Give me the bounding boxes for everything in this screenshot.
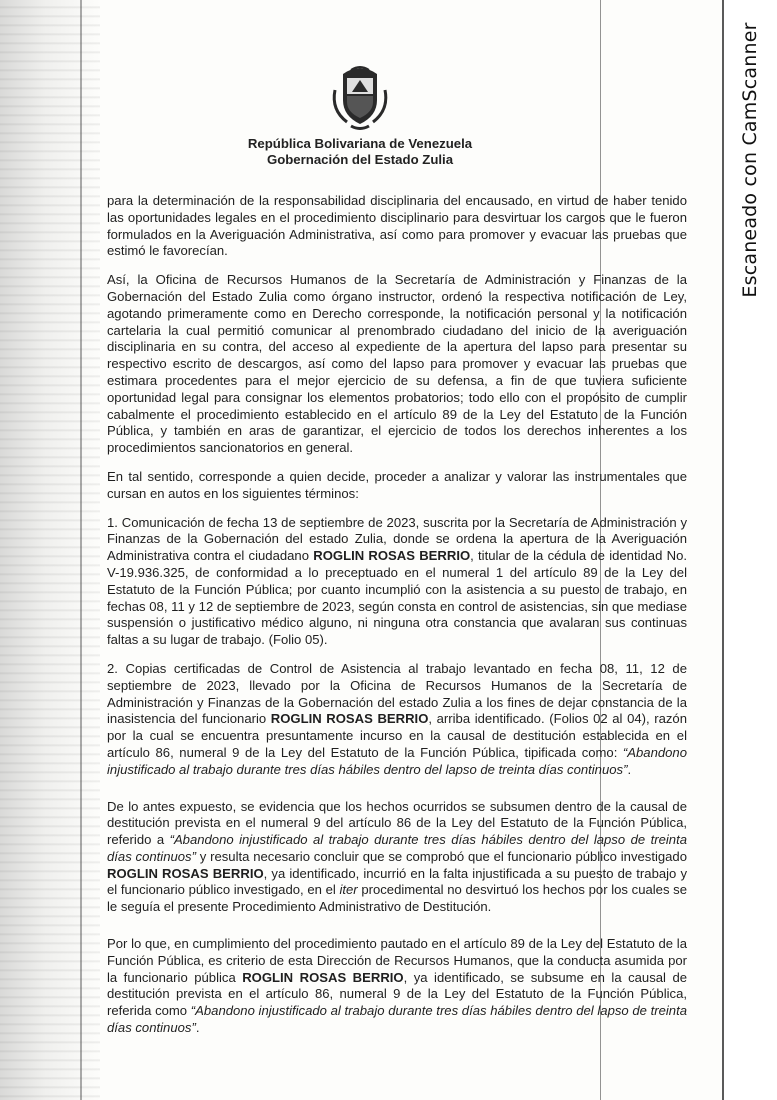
text-segment: . (627, 761, 632, 777)
legal-quote: “Abandono injustificado al trabajo durante tres días hábiles dentro del lapso de treinta días continuos” (107, 832, 687, 864)
scan-shadow-strip (0, 0, 100, 1100)
person-name: ROGLIN ROSAS BERRIO (107, 865, 264, 881)
text-segment: , ya identificado, se subsume en la causal de destitución prevista en el artículo 86, numeral 9 de la Ley del Estatuto de la Función Pública, referida como (107, 969, 688, 1019)
text-segment: 1. Comunicación de fecha 13 de septiembre de 2023, suscrita por la Secretaría de Administración y Finanzas de la Gobernación del estado Zulia, donde se ordena la apertura de la Averiguación Administrativa contra el ciudadano (107, 514, 687, 564)
text-segment: y resulta necesario concluir que se comprobó que el funcionario público investigado (195, 848, 687, 864)
text-segment: , arriba identificado. (Folios 02 al 04), razón por la cual se encuentra presuntamente incurso en la causal de destitución establecida en el artículo 86, numeral 9 de la Ley del Estatuto de la Función Pública, tipificada como: (107, 711, 687, 760)
scan-artifact-line (80, 0, 82, 1100)
paragraph-3: En tal sentido, corresponde a quien decide, proceder a analizar y valorar las instrumentales que cursan en autos en los siguientes términos: (107, 468, 687, 501)
paragraph-2: Así, la Oficina de Recursos Humanos de la Secretaría de Administración y Finanzas de la Gobernación del Estado Zulia como órgano instructor, ordenó la respectiva notificación de Ley, agotando primeramente como en Derecho corresponde, la notificación personal y la notificación cartelaria la cual permitió comunicar al prenombrado ciudadano del inicio de la averiguación disciplinaria en su contra, del acceso al expediente de la apertura del lapso para presentar su respectivo escrito de descargos, así como del lapso para promover y evacuar las pruebas que estimara procedentes para el mejor ejercicio de su defensa, a fin de que tuviera suficiente oportunidad legal para consignar los elementos probatorios; todo ello con el propósito de cumplir cabalmente el procedimiento establecido en el artículo 89 de la Ley del Estatuto de la Función Pública, y también en aras de garantizar, el ejercicio de todos los derechos inherentes a los procedimientos sancionatorios en general. (107, 272, 687, 456)
paragraph-1: para la determinación de la responsabilidad disciplinaria del encausado, en virtud de haber tenido las oportunidades legales en el procedimiento disciplinario para desvirtuar los cargos que le fueron formulados en la Averiguación Administrativa, así como para promover y evacuar las pruebas que estimó le favorecían. (107, 193, 687, 259)
letterhead (180, 60, 540, 168)
person-name: ROGLIN ROSAS BERRIO (313, 548, 471, 564)
paragraph-6 (107, 799, 687, 917)
paragraph-5 (107, 661, 687, 779)
text-segment: 2. Copias certificadas de Control de Asistencia al trabajo levantado en fecha 08, 11, 12 de septiembre de 2023, llevado por la Oficina de Recursos Humanos de la Secretaría de Administración y Finanzas de la Gobernación del estado Zulia a los fines de dejar constancia de la inasistencia del funcionario (107, 660, 687, 727)
paragraph-4 (107, 515, 687, 649)
person-name: ROGLIN ROSAS BERRIO (242, 969, 404, 985)
text-segment: Por lo que, en cumplimiento del procedimiento pautado en el artículo 89 de la Ley del Estatuto de la Función Pública, es criterio de esta Dirección de Recursos Humanos, que la conducta asumida por la funcionario pública (107, 936, 687, 985)
person-name: ROGLIN ROSAS BERRIO (270, 711, 429, 727)
government-name: Gobernación del Estado Zulia (266, 152, 454, 167)
legal-quote: “Abandono injustificado al trabajo durante tres días hábiles dentro del lapso de treinta días continuos” (107, 1003, 687, 1036)
coat-of-arms-icon (329, 60, 391, 132)
text-segment: procedimental no desvirtuó los hechos por los cuales se le seguía el presente Procedimiento Administrativo de Destitución. (107, 882, 688, 915)
text-segment: . (195, 1020, 200, 1036)
paragraph-7 (107, 936, 687, 1037)
text-segment: , ya identificado, incurrió en la falta injustificada a su puesto de trabajo y el funcionario público investigado, en el (107, 865, 687, 898)
document-body (107, 193, 687, 1049)
legal-quote: “Abandono injustificado al trabajo durante tres días hábiles dentro del lapso de treinta días continuos” (107, 744, 687, 777)
text-segment: De lo antes expuesto, se evidencia que los hechos ocurridos se subsumen dentro de la causal de destitución prevista en el numeral 9 del artículo 86 de la Ley del Estatuto de la Función Pública, referido a (107, 798, 687, 848)
republic-name: República Bolivariana de Venezuela (247, 136, 473, 151)
latin-term: iter (339, 882, 358, 898)
scanner-watermark: Escaneado con CamScanner (739, 22, 761, 298)
text-segment: , titular de la cédula de identidad No. V-19.936.325, de conformidad a lo preceptuado en el numeral 1 del artículo 89 de la Ley del Estatuto de la Función Pública; por cuanto incumplió con la asistencia a su puesto de trabajo, en fechas 08, 11 y 12 de septiembre de 2023, según consta en control de asistencias, sin que mediase suspensión o justificativo médico alguno, ni ninguna otra constancia que avalaran sus continuas faltas a su lugar de trabajo. (Folio 05). (107, 548, 687, 648)
